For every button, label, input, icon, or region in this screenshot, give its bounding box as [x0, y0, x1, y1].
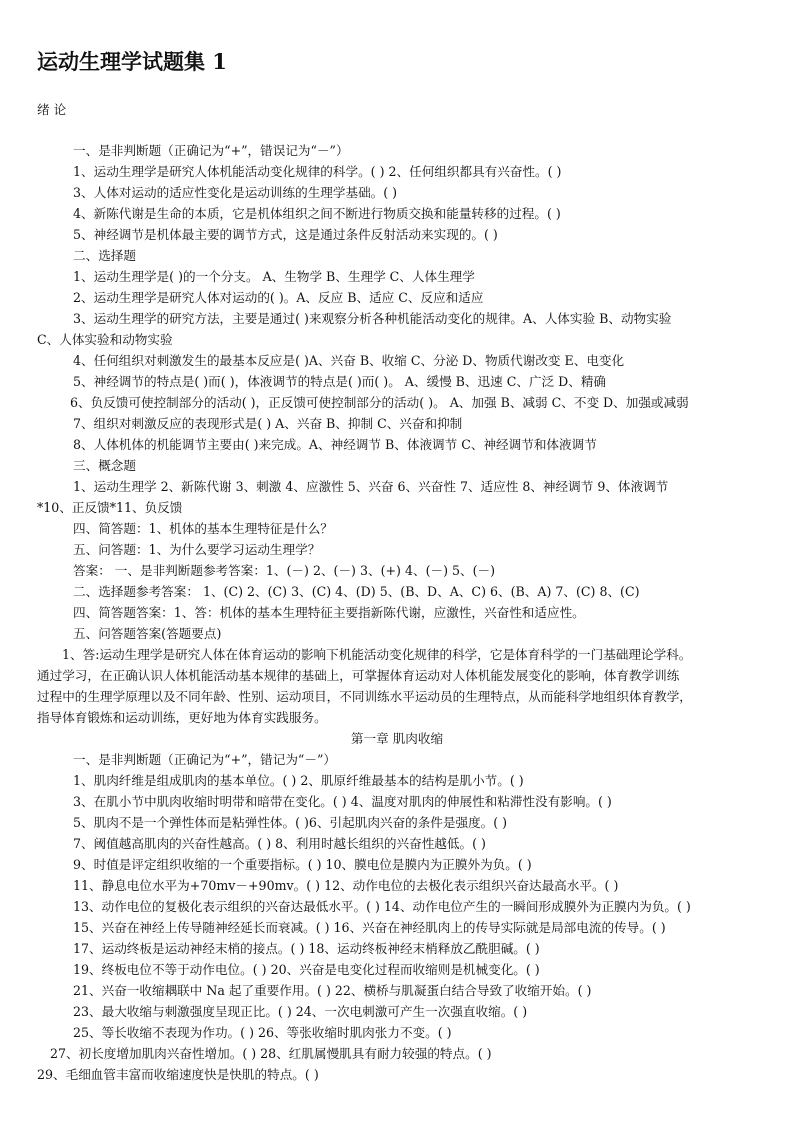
text-line: 29、毛细血管丰富而收缩速度快是快肌的特点。( ) [37, 1067, 319, 1082]
text-line: 五、问答题：1、为什么要学习运动生理学？ [73, 542, 321, 557]
document-title: 运动生理学试题集 1 [37, 49, 227, 74]
text-line: 2、运动生理学是研究人体对运动的( )。A、反应 B、适应 C、反应和适应 [73, 290, 484, 305]
text-line: 3、运动生理学的研究方法，主要是通过( )来观察分析各种机能活动变化的规律。A、人体实验 B、动物实验 [73, 311, 672, 326]
text-line: 二、选择题参考答案： 1、(C) 2、(C) 3、(C) 4、(D) 5、(B、D、A、C) 6、(B、A) 7、(C) 8、(C) [73, 584, 640, 599]
text-line: 1、运动生理学是( )的一个分支。 A、生物学 B、生理学 C、人体生理学 [73, 269, 475, 284]
text-line: 二、选择题 [73, 248, 136, 263]
text-line: 1、运动生理学是研究人体机能活动变化规律的科学。( ) 2、任何组织都具有兴奋性。( ) [73, 164, 562, 179]
text-line: 一、是非判断题（正确记为“+”，错误记为“－”） [73, 143, 349, 158]
text-line: 5、肌肉不是一个弹性体而是粘弹性体。( )6、引起肌肉兴奋的条件是强度。( ) [73, 815, 508, 830]
text-line: 8、人体机体的机能调节主要由( )来完成。A、神经调节 B、体液调节 C、神经调节和体液调节 [73, 437, 597, 452]
text-line: 21、兴奋一收缩耦联中 Na 起了重要作用。( ) 22、横桥与肌凝蛋白结合导致了收缩开始。( ) [73, 983, 592, 998]
text-line: 6、负反馈可使控制部分的活动( )，正反馈可使控制部分的活动( )。 A、加强 B、减弱 C、不变 D、加强或减弱 [70, 395, 689, 410]
text-line: 7、组织对刺激反应的表现形式是( ) A、兴奋 B、抑制 C、兴奋和抑制 [73, 416, 463, 431]
text-line: 5、神经调节的特点是( )而( )，体液调节的特点是( )而( )。 A、缓慢 B、迅速 C、广泛 D、精确 [73, 374, 607, 389]
text-line: 1、肌肉纤维是组成肌肉的基本单位。( ) 2、肌原纤维最基本的结构是肌小节。( ) [73, 773, 524, 788]
text-line: 答案： 一、是非判断题参考答案：1、(－) 2、(－) 3、(+) 4、(－) 5、(－) [73, 563, 496, 578]
text-line: 三、概念题 [73, 458, 136, 473]
text-line: 15、兴奋在神经上传导随神经延长而衰减。( ) 16、兴奋在神经肌肉上的传导实际就是局部电流的传导。( ) [73, 920, 666, 935]
text-line: 27、初长度增加肌肉兴奋性增加。( ) 28、红肌属慢肌具有耐力较强的特点。( ) [50, 1046, 492, 1061]
text-line: 1、运动生理学 2、新陈代谢 3、刺激 4、应激性 5、兴奋 6、兴奋性 7、适应性 8、神经调节 9、体液调节 [73, 479, 669, 494]
text-line: 13、动作电位的复极化表示组织的兴奋达最低水平。( ) 14、动作电位产生的一瞬间形成膜外为正膜内为负。( ) [73, 899, 691, 914]
text-line: 11、静息电位水平为+70mv－+90mv。( ) 12、动作电位的去极化表示组织兴奋达最高水平。( ) [73, 878, 619, 893]
text-line: C、人体实验和动物实验 [37, 332, 173, 347]
text-line: 指导体育锻炼和运动训练，更好地为体育实践服务。 [37, 710, 327, 725]
text-line: 四、简答题答案：1、答：机体的基本生理特征主要指新陈代谢，应激性，兴奋性和适应性。 [73, 605, 585, 620]
text-line: 25、等长收缩不表现为作功。( ) 26、等张收缩时肌肉张力不变。( ) [73, 1025, 452, 1040]
text-line: 7、阈值越高肌肉的兴奋性越高。( ) 8、利用时越长组织的兴奋性越低。( ) [73, 836, 486, 851]
text-line: 一、是非判断题（正确记为“+”，错记为“－”） [73, 752, 336, 767]
text-line: 19、终板电位不等于动作电位。( ) 20、兴奋是电变化过程而收缩则是机械变化。( ) [73, 962, 540, 977]
text-line: *10、正反馈*11、负反馈 [37, 500, 183, 515]
text-line: 4、新陈代谢是生命的本质，它是机体组织之间不断进行物质交换和能量转移的过程。( ) [73, 206, 561, 221]
text-line: 绪 论 [37, 102, 67, 117]
text-line: 过程中的生理学原理以及不同年龄、性别、运动项目，不同训练水平运动员的生理特点，从而能科学地组织体育教学， [37, 689, 692, 704]
text-line: 1、答:运动生理学是研究人体在体育运动的影响下机能活动变化规律的科学，它是体育科学的一门基础理论学科。 [62, 647, 692, 662]
text-line: 第一章 肌肉收缩 [350, 731, 444, 746]
text-line: 3、在肌小节中肌肉收缩时明带和暗带在变化。( ) 4、温度对肌肉的伸展性和粘滞性没有影响。( ) [73, 794, 612, 809]
text-line: 3、人体对运动的适应性变化是运动训练的生理学基础。( ) [73, 185, 398, 200]
text-line: 四、简答题：1、机体的基本生理特征是什么？ [73, 521, 333, 536]
text-line: 17、运动终板是运动神经末梢的接点。( ) 18、运动终板神经末梢释放乙酰胆碱。( ) [73, 941, 540, 956]
text-line: 23、最大收缩与刺激强度呈现正比。( ) 24、一次电刺激可产生一次强直收缩。( ) [73, 1004, 528, 1019]
text-line: 4、任何组织对刺激发生的最基本反应是( )A、兴奋 B、收缩 C、分泌 D、物质代谢改变 E、电变化 [73, 353, 625, 368]
text-line: 五、问答题答案(答题要点) [73, 626, 222, 641]
text-line: 5、神经调节是机体最主要的调节方式，这是通过条件反射活动来实现的。( ) [73, 227, 498, 242]
text-line: 通过学习，在正确认识人体机能活动基本规律的基础上，可掌握体育运动对人体机能发展变化的影响，体育教学训练 [37, 668, 680, 683]
text-line: 9、时值是评定组织收缩的一个重要指标。( ) 10、膜电位是膜内为正膜外为负。( ) [73, 857, 532, 872]
